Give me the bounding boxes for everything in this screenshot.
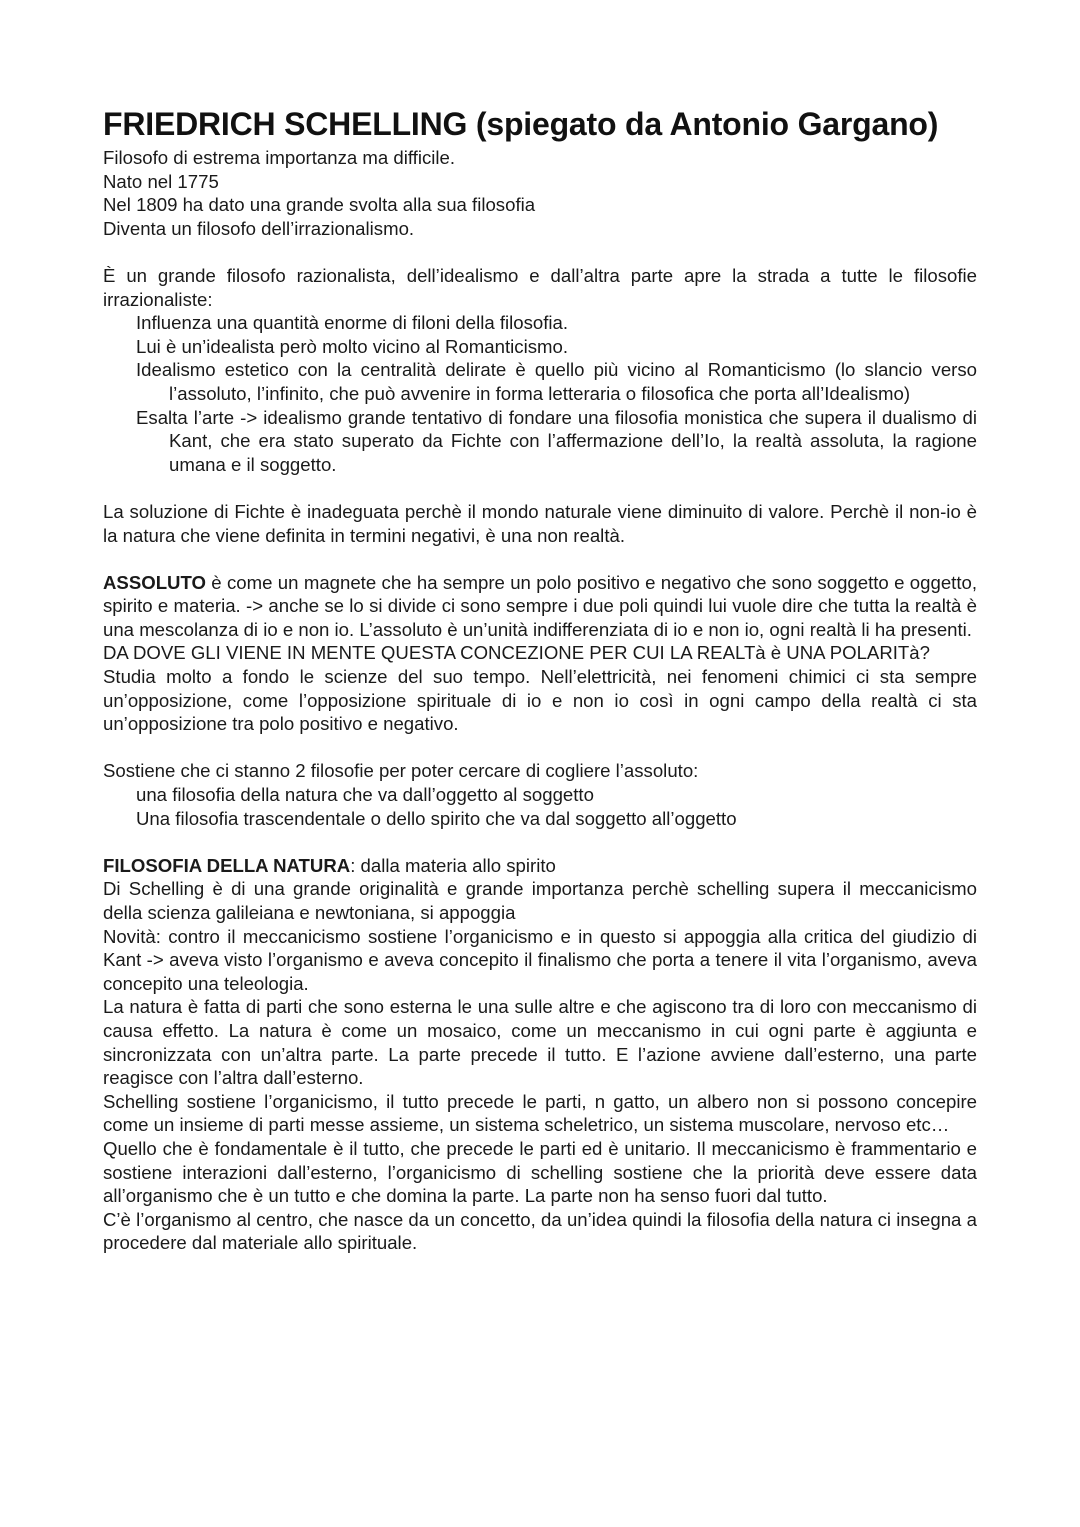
two-philosophies-list [103, 783, 977, 830]
two-philosophies-paragraph: Sostiene che ci stanno 2 filosofie per poter cercare di cogliere l’assoluto: [103, 760, 699, 782]
assoluto-text: è come un magnete che ha sempre un polo positivo e negativo che sono soggetto e oggetto, spirito e materia. -> anche se lo si divide ci sono sempre i due poli quindi lui vuole dire che tutta la realtà è una mescolanza di io e non io. L’assoluto è un’unità indifferenziata di io e non io, ogni realtà li ha presenti. [103, 571, 977, 640]
section1-list [103, 311, 977, 476]
assoluto-paragraph [103, 571, 977, 642]
intro-line: Nato nel 1775 [103, 170, 219, 192]
list-item: Lui è un’idealista però molto vicino al Romanticismo. [136, 335, 568, 357]
assoluto-question: DA DOVE GLI VIENE IN MENTE QUESTA CONCEZIONE PER CUI LA REALTà è UNA POLARITà? [103, 642, 930, 664]
page-title: FRIEDRICH SCHELLING (spiegato da Antonio Gargano) [103, 106, 939, 142]
natura-paragraph: Di Schelling è di una grande originalità e grande importanza perchè schelling supera il meccanicismo della scienza galileiana e newtoniana, si appoggia [103, 878, 977, 923]
intro-line: Nel 1809 ha dato una grande svolta alla sua filosofia [103, 194, 536, 216]
section1-paragraph: È un grande filosofo razionalista, dell’idealismo e dall’altra parte apre la strada a tutte le filosofie irrazionaliste: [103, 264, 977, 310]
list-item: Una filosofia trascendentale o dello spirito che va dal soggetto all’oggetto [136, 807, 737, 829]
natura-heading [103, 854, 977, 878]
assoluto-answer: Studia molto a fondo le scienze del suo tempo. Nell’elettricità, nei fenomeni chimici ci sta sempre un’opposizione, come l’opposizione spirituale di io e non io così in ogni campo della realtà ci sta un’opposizione tra polo positivo e negativo. [103, 666, 977, 735]
spacer [103, 240, 977, 264]
natura-paragraph: Quello che è fondamentale è il tutto, che precede le parti ed è unitario. Il meccanicismo è frammentario e sostiene interazioni dall’esterno, l’organicismo di schelling sostiene che la priorità deve essere data all’organismo che è un tutto e che domina la parte. La parte non ha senso fuori dal tutto. [103, 1137, 977, 1207]
intro-line: Diventa un filosofo dell’irrazionalismo. [103, 217, 415, 239]
natura-paragraph: Novità: contro il meccanicismo sostiene l’organicismo e in questo si appoggia alla critica del giudizio di Kant -> aveva visto l’organismo e aveva concepito il finalismo che porta a tenere il vita l’organismo, aveva concepito una teleologia. [103, 925, 977, 994]
intro-line: Filosofo di estrema importanza ma difficile. [103, 147, 456, 168]
spacer [103, 830, 977, 854]
assoluto-term: ASSOLUTO [103, 571, 206, 593]
natura-term: FILOSOFIA DELLA NATURA [103, 854, 351, 876]
list-item: una filosofia della natura che va dall’oggetto al soggetto [136, 784, 594, 806]
natura-paragraph: Schelling sostiene l’organicismo, il tutto precede le parti, n gatto, un albero non si possono concepire come un insieme di parti messe assieme, un sistema scheletrico, un sistema muscolare, nervoso etc… [103, 1090, 977, 1136]
list-item: Esalta l’arte -> idealismo grande tentativo di fondare una filosofia monistica che supera il dualismo di Kant, che era stato superato da Fichte con l’affermazione dell’Io, la realtà assoluta, la ragione umana e il soggetto. [136, 406, 977, 475]
spacer [103, 476, 977, 500]
spacer [103, 736, 977, 760]
list-item: Influenza una quantità enorme di filoni della filosofia. [136, 312, 569, 334]
fichte-paragraph: La soluzione di Fichte è inadeguata perchè il mondo naturale viene diminuito di valore. Perchè il non-io è la natura che viene definita in termini negativi, è una non realtà. [103, 500, 977, 546]
natura-subtitle: : dalla materia allo spirito [350, 854, 556, 876]
natura-paragraph: C’è l’organismo al centro, che nasce da un concetto, da un’idea quindi la filosofia della natura ci insegna a procedere dal materiale allo spirituale. [103, 1208, 977, 1254]
list-item: Idealismo estetico con la centralità delirate è quello più vicino al Romanticismo (lo slancio verso l’assoluto, l’infinito, che può avvenire in forma letteraria o filosofica che porta all’Idealismo) [136, 359, 977, 404]
spacer [103, 547, 977, 571]
natura-paragraph: La natura è fatta di parti che sono esterna le una sulle altre e che agiscono tra di loro con meccanismo di causa effetto. La natura è come un mosaico, come un meccanismo in cui ogni parte è aggiunta e sincronizzata con un’altra parte. La parte precede il tutto. E l’azione avviene dall’esterno, una parte reagisce con l’altra dall’esterno. [103, 996, 977, 1089]
